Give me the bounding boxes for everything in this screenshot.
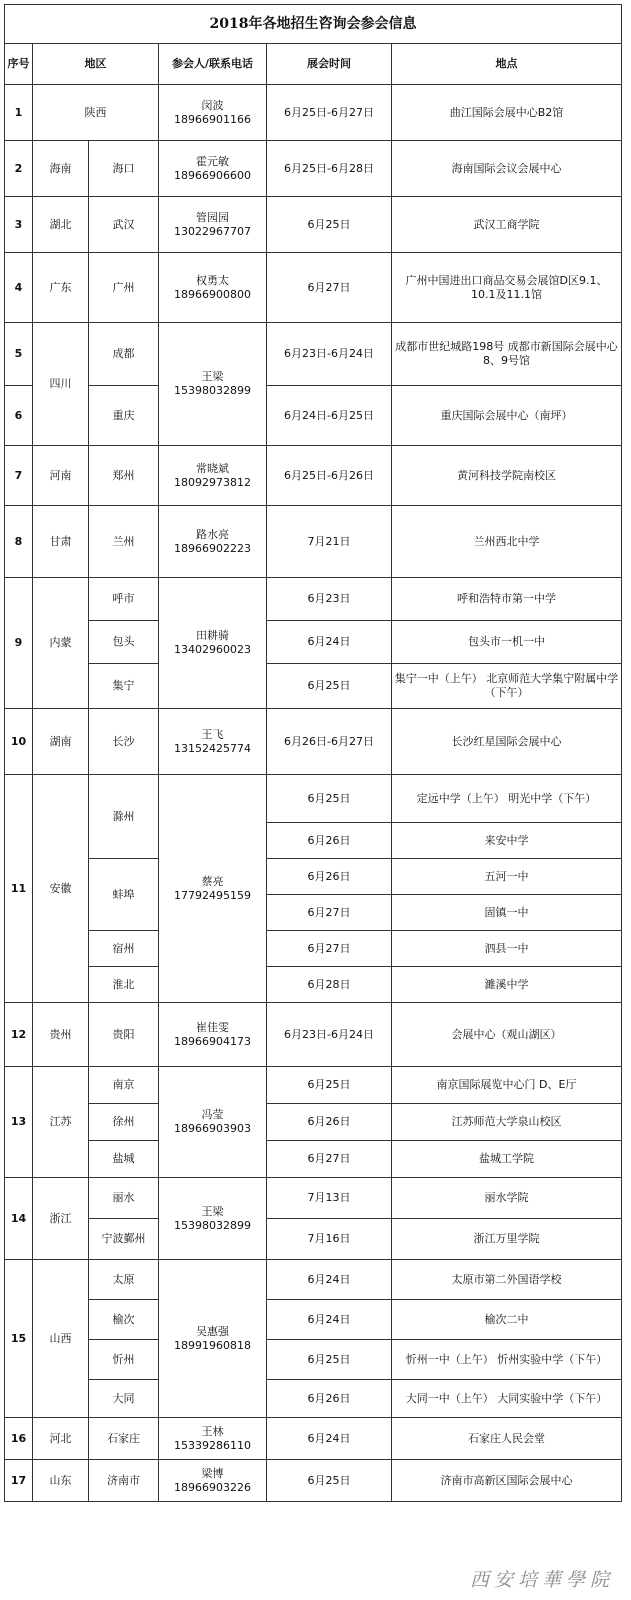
time-cell: 6月27日 [267, 895, 392, 931]
contact-cell [159, 1003, 267, 1067]
contact-name: 霍元敏 [196, 154, 229, 168]
contact-phone: 15398032899 [174, 1218, 251, 1232]
row-number: 4 [5, 253, 33, 323]
contact-cell [159, 1067, 267, 1178]
time-cell: 6月27日 [267, 1141, 392, 1178]
table-row [5, 323, 622, 386]
header-region: 地区 [33, 44, 159, 85]
place-cell: 忻州一中（上午） 忻州实验中学（下午） [392, 1340, 622, 1380]
table-title: 2018年各地招生咨询会参会信息 [5, 5, 622, 44]
city-cell: 徐州 [89, 1104, 159, 1141]
table-row [5, 1003, 622, 1067]
city-cell: 淮北 [89, 967, 159, 1003]
header-time: 展会时间 [267, 44, 392, 85]
school-watermark: 西安培華學院 [470, 1569, 615, 1591]
contact-phone: 13022967707 [174, 224, 251, 238]
place-cell: 海南国际会议会展中心 [392, 141, 622, 197]
contact-cell [159, 578, 267, 709]
city-cell: 南京 [89, 1067, 159, 1104]
city-cell: 大同 [89, 1380, 159, 1418]
province-cell: 内蒙 [33, 578, 89, 709]
city-cell: 滁州 [89, 775, 159, 859]
time-cell: 6月24日-6月25日 [267, 386, 392, 446]
contact-cell [159, 506, 267, 578]
province-cell: 广东 [33, 253, 89, 323]
row-number: 17 [5, 1460, 33, 1502]
time-cell: 6月25日-6月27日 [267, 85, 392, 141]
place-cell: 成都市世纪城路198号 成都市新国际会展中心8、9号馆 [392, 323, 622, 386]
table-row [5, 1300, 622, 1340]
contact-cell [159, 253, 267, 323]
city-cell: 石家庄 [89, 1418, 159, 1460]
time-cell: 6月26日 [267, 859, 392, 895]
province-cell: 四川 [33, 323, 89, 446]
table-row [5, 1380, 622, 1418]
time-cell: 6月23日 [267, 578, 392, 621]
city-cell: 丽水 [89, 1178, 159, 1219]
row-number: 5 [5, 323, 33, 386]
header-row [5, 44, 622, 85]
city-cell: 包头 [89, 621, 159, 664]
contact-cell [159, 709, 267, 775]
place-cell: 重庆国际会展中心（南坪） [392, 386, 622, 446]
contact-cell [159, 197, 267, 253]
time-cell: 6月26日 [267, 1104, 392, 1141]
row-number: 15 [5, 1260, 33, 1418]
city-cell: 郑州 [89, 446, 159, 506]
city-cell: 集宁 [89, 664, 159, 709]
table-row [5, 967, 622, 1003]
place-cell: 盐城工学院 [392, 1141, 622, 1178]
contact-name: 王飞 [201, 727, 224, 741]
contact-name: 崔佳雯 [196, 1020, 229, 1034]
time-cell: 6月27日 [267, 253, 392, 323]
province-cell: 江苏 [33, 1067, 89, 1178]
place-cell: 会展中心（观山湖区） [392, 1003, 622, 1067]
table-row [5, 1260, 622, 1300]
place-cell: 集宁一中（上午） 北京师范大学集宁附属中学（下午） [392, 664, 622, 709]
city-cell: 兰州 [89, 506, 159, 578]
city-cell: 海口 [89, 141, 159, 197]
time-cell: 6月28日 [267, 967, 392, 1003]
time-cell: 6月24日 [267, 621, 392, 664]
contact-cell [159, 141, 267, 197]
city-cell: 榆次 [89, 1300, 159, 1340]
province-cell: 浙江 [33, 1178, 89, 1260]
table-row [5, 1460, 622, 1502]
city-cell: 济南市 [89, 1460, 159, 1502]
city-cell: 太原 [89, 1260, 159, 1300]
contact-name: 梁博 [201, 1466, 224, 1480]
province-cell: 甘肃 [33, 506, 89, 578]
place-cell: 五河一中 [392, 859, 622, 895]
time-cell: 6月25日-6月26日 [267, 446, 392, 506]
header-no: 序号 [5, 44, 33, 85]
row-number: 16 [5, 1418, 33, 1460]
city-cell: 广州 [89, 253, 159, 323]
contact-phone: 15398032899 [174, 384, 251, 397]
time-cell: 6月25日 [267, 775, 392, 823]
place-cell: 石家庄人民会堂 [392, 1418, 622, 1460]
contact-cell [159, 85, 267, 141]
city-cell: 贵阳 [89, 1003, 159, 1067]
place-cell: 济南市高新区国际会展中心 [392, 1460, 622, 1502]
time-cell: 6月25日 [267, 197, 392, 253]
city-cell: 呼市 [89, 578, 159, 621]
time-cell: 6月26日 [267, 1380, 392, 1418]
time-cell: 6月27日 [267, 931, 392, 967]
place-cell: 浙江万里学院 [392, 1219, 622, 1260]
province-cell: 贵州 [33, 1003, 89, 1067]
time-cell: 6月24日 [267, 1300, 392, 1340]
contact-phone: 18966900800 [174, 287, 251, 301]
city-cell: 宿州 [89, 931, 159, 967]
contact-name: 闵波 [201, 98, 224, 112]
place-cell: 太原市第二外国语学校 [392, 1260, 622, 1300]
province-cell: 山西 [33, 1260, 89, 1418]
contact-cell [159, 323, 267, 446]
place-cell: 江苏师范大学泉山校区 [392, 1104, 622, 1141]
contact-name: 常晓斌 [196, 461, 229, 475]
contact-cell [159, 1460, 267, 1502]
table-row [5, 1104, 622, 1141]
contact-name: 王林 [201, 1424, 224, 1438]
contact-cell [159, 1178, 267, 1260]
table-row [5, 1340, 622, 1380]
city-cell: 武汉 [89, 197, 159, 253]
contact-name: 路水亮 [196, 527, 229, 541]
time-cell: 6月26日-6月27日 [267, 709, 392, 775]
city-cell: 忻州 [89, 1340, 159, 1380]
contact-cell [159, 1418, 267, 1460]
header-contact: 参会人/联系电话 [159, 44, 267, 85]
contact-cell [159, 775, 267, 1003]
contact-name: 王梁 [201, 370, 224, 383]
contact-phone: 18966904173 [174, 1034, 251, 1048]
table-row [5, 85, 622, 141]
place-cell: 曲江国际会展中心B2馆 [392, 85, 622, 141]
contact-name: 蔡亮 [201, 874, 224, 888]
time-cell: 7月16日 [267, 1219, 392, 1260]
contact-name: 冯莹 [201, 1108, 224, 1121]
contact-phone: 18991960818 [174, 1338, 251, 1352]
province-cell: 湖北 [33, 197, 89, 253]
row-number: 10 [5, 709, 33, 775]
time-cell: 6月23日-6月24日 [267, 323, 392, 386]
contact-phone: 18966902223 [174, 541, 251, 555]
contact-phone: 15339286110 [174, 1438, 251, 1452]
row-number: 9 [5, 578, 33, 709]
place-cell: 武汉工商学院 [392, 197, 622, 253]
table-row [5, 709, 622, 775]
table-row [5, 1067, 622, 1104]
table-row [5, 506, 622, 578]
province-cell: 安徽 [33, 775, 89, 1003]
place-cell: 泗县一中 [392, 931, 622, 967]
row-number: 8 [5, 506, 33, 578]
table-row [5, 1219, 622, 1260]
city-cell: 长沙 [89, 709, 159, 775]
city-cell: 重庆 [89, 386, 159, 446]
contact-name: 权勇太 [196, 273, 229, 287]
city-cell: 宁波鄞州 [89, 1219, 159, 1260]
time-cell: 6月24日 [267, 1260, 392, 1300]
table-row [5, 1178, 622, 1219]
time-cell: 6月25日 [267, 1067, 392, 1104]
table-row [5, 1141, 622, 1178]
province-cell: 河北 [33, 1418, 89, 1460]
contact-name: 管园园 [196, 210, 229, 224]
province-cell: 山东 [33, 1460, 89, 1502]
row-number: 12 [5, 1003, 33, 1067]
table-row [5, 859, 622, 895]
row-number: 6 [5, 386, 33, 446]
place-cell: 定远中学（上午） 明光中学（下午） [392, 775, 622, 823]
contact-phone: 18966903226 [174, 1480, 251, 1494]
row-number: 13 [5, 1067, 33, 1178]
table-row [5, 197, 622, 253]
row-number: 3 [5, 197, 33, 253]
time-cell: 6月25日 [267, 664, 392, 709]
place-cell: 固镇一中 [392, 895, 622, 931]
province-cell: 陕西 [33, 85, 159, 141]
place-cell: 南京国际展览中心门 D、E厅 [392, 1067, 622, 1104]
row-number: 7 [5, 446, 33, 506]
time-cell: 6月25日-6月28日 [267, 141, 392, 197]
header-place: 地点 [392, 44, 622, 85]
time-cell: 6月23日-6月24日 [267, 1003, 392, 1067]
time-cell: 7月13日 [267, 1178, 392, 1219]
place-cell: 兰州西北中学 [392, 506, 622, 578]
contact-name: 王梁 [201, 1204, 224, 1218]
contact-phone: 17792495159 [174, 888, 251, 902]
place-cell: 黄河科技学院南校区 [392, 446, 622, 506]
contact-phone: 13402960023 [174, 643, 251, 656]
place-cell: 来安中学 [392, 823, 622, 859]
city-cell: 盐城 [89, 1141, 159, 1178]
place-cell: 榆次二中 [392, 1300, 622, 1340]
contact-cell [159, 446, 267, 506]
row-number: 1 [5, 85, 33, 141]
table-row [5, 141, 622, 197]
table-row [5, 1418, 622, 1460]
enrollment-fair-table [4, 4, 622, 1502]
time-cell: 6月25日 [267, 1340, 392, 1380]
contact-phone: 18966906600 [174, 168, 251, 182]
table-row [5, 446, 622, 506]
contact-name: 田耕骑 [196, 629, 229, 642]
place-cell: 广州中国进出口商品交易会展馆D区9.1、10.1及11.1馆 [392, 253, 622, 323]
place-cell: 濉溪中学 [392, 967, 622, 1003]
time-cell: 6月26日 [267, 823, 392, 859]
contact-phone: 13152425774 [174, 741, 251, 755]
time-cell: 6月25日 [267, 1460, 392, 1502]
contact-name: 吴惠强 [196, 1324, 229, 1338]
province-cell: 海南 [33, 141, 89, 197]
place-cell: 大同一中（上午） 大同实验中学（下午） [392, 1380, 622, 1418]
table-row [5, 253, 622, 323]
row-number: 14 [5, 1178, 33, 1260]
row-number: 2 [5, 141, 33, 197]
place-cell: 包头市一机一中 [392, 621, 622, 664]
time-cell: 6月24日 [267, 1418, 392, 1460]
table-row [5, 578, 622, 621]
contact-cell [159, 1260, 267, 1418]
province-cell: 河南 [33, 446, 89, 506]
place-cell: 呼和浩特市第一中学 [392, 578, 622, 621]
contact-phone: 18092973812 [174, 475, 251, 489]
table-row [5, 775, 622, 823]
place-cell: 长沙红星国际会展中心 [392, 709, 622, 775]
province-cell: 湖南 [33, 709, 89, 775]
contact-phone: 18966903903 [174, 1122, 251, 1135]
contact-phone: 18966901166 [174, 112, 251, 126]
city-cell: 蚌埠 [89, 859, 159, 931]
place-cell: 丽水学院 [392, 1178, 622, 1219]
table-row [5, 931, 622, 967]
table-row [5, 386, 622, 446]
table-row [5, 621, 622, 664]
table-row [5, 664, 622, 709]
row-number: 11 [5, 775, 33, 1003]
time-cell: 7月21日 [267, 506, 392, 578]
city-cell: 成都 [89, 323, 159, 386]
